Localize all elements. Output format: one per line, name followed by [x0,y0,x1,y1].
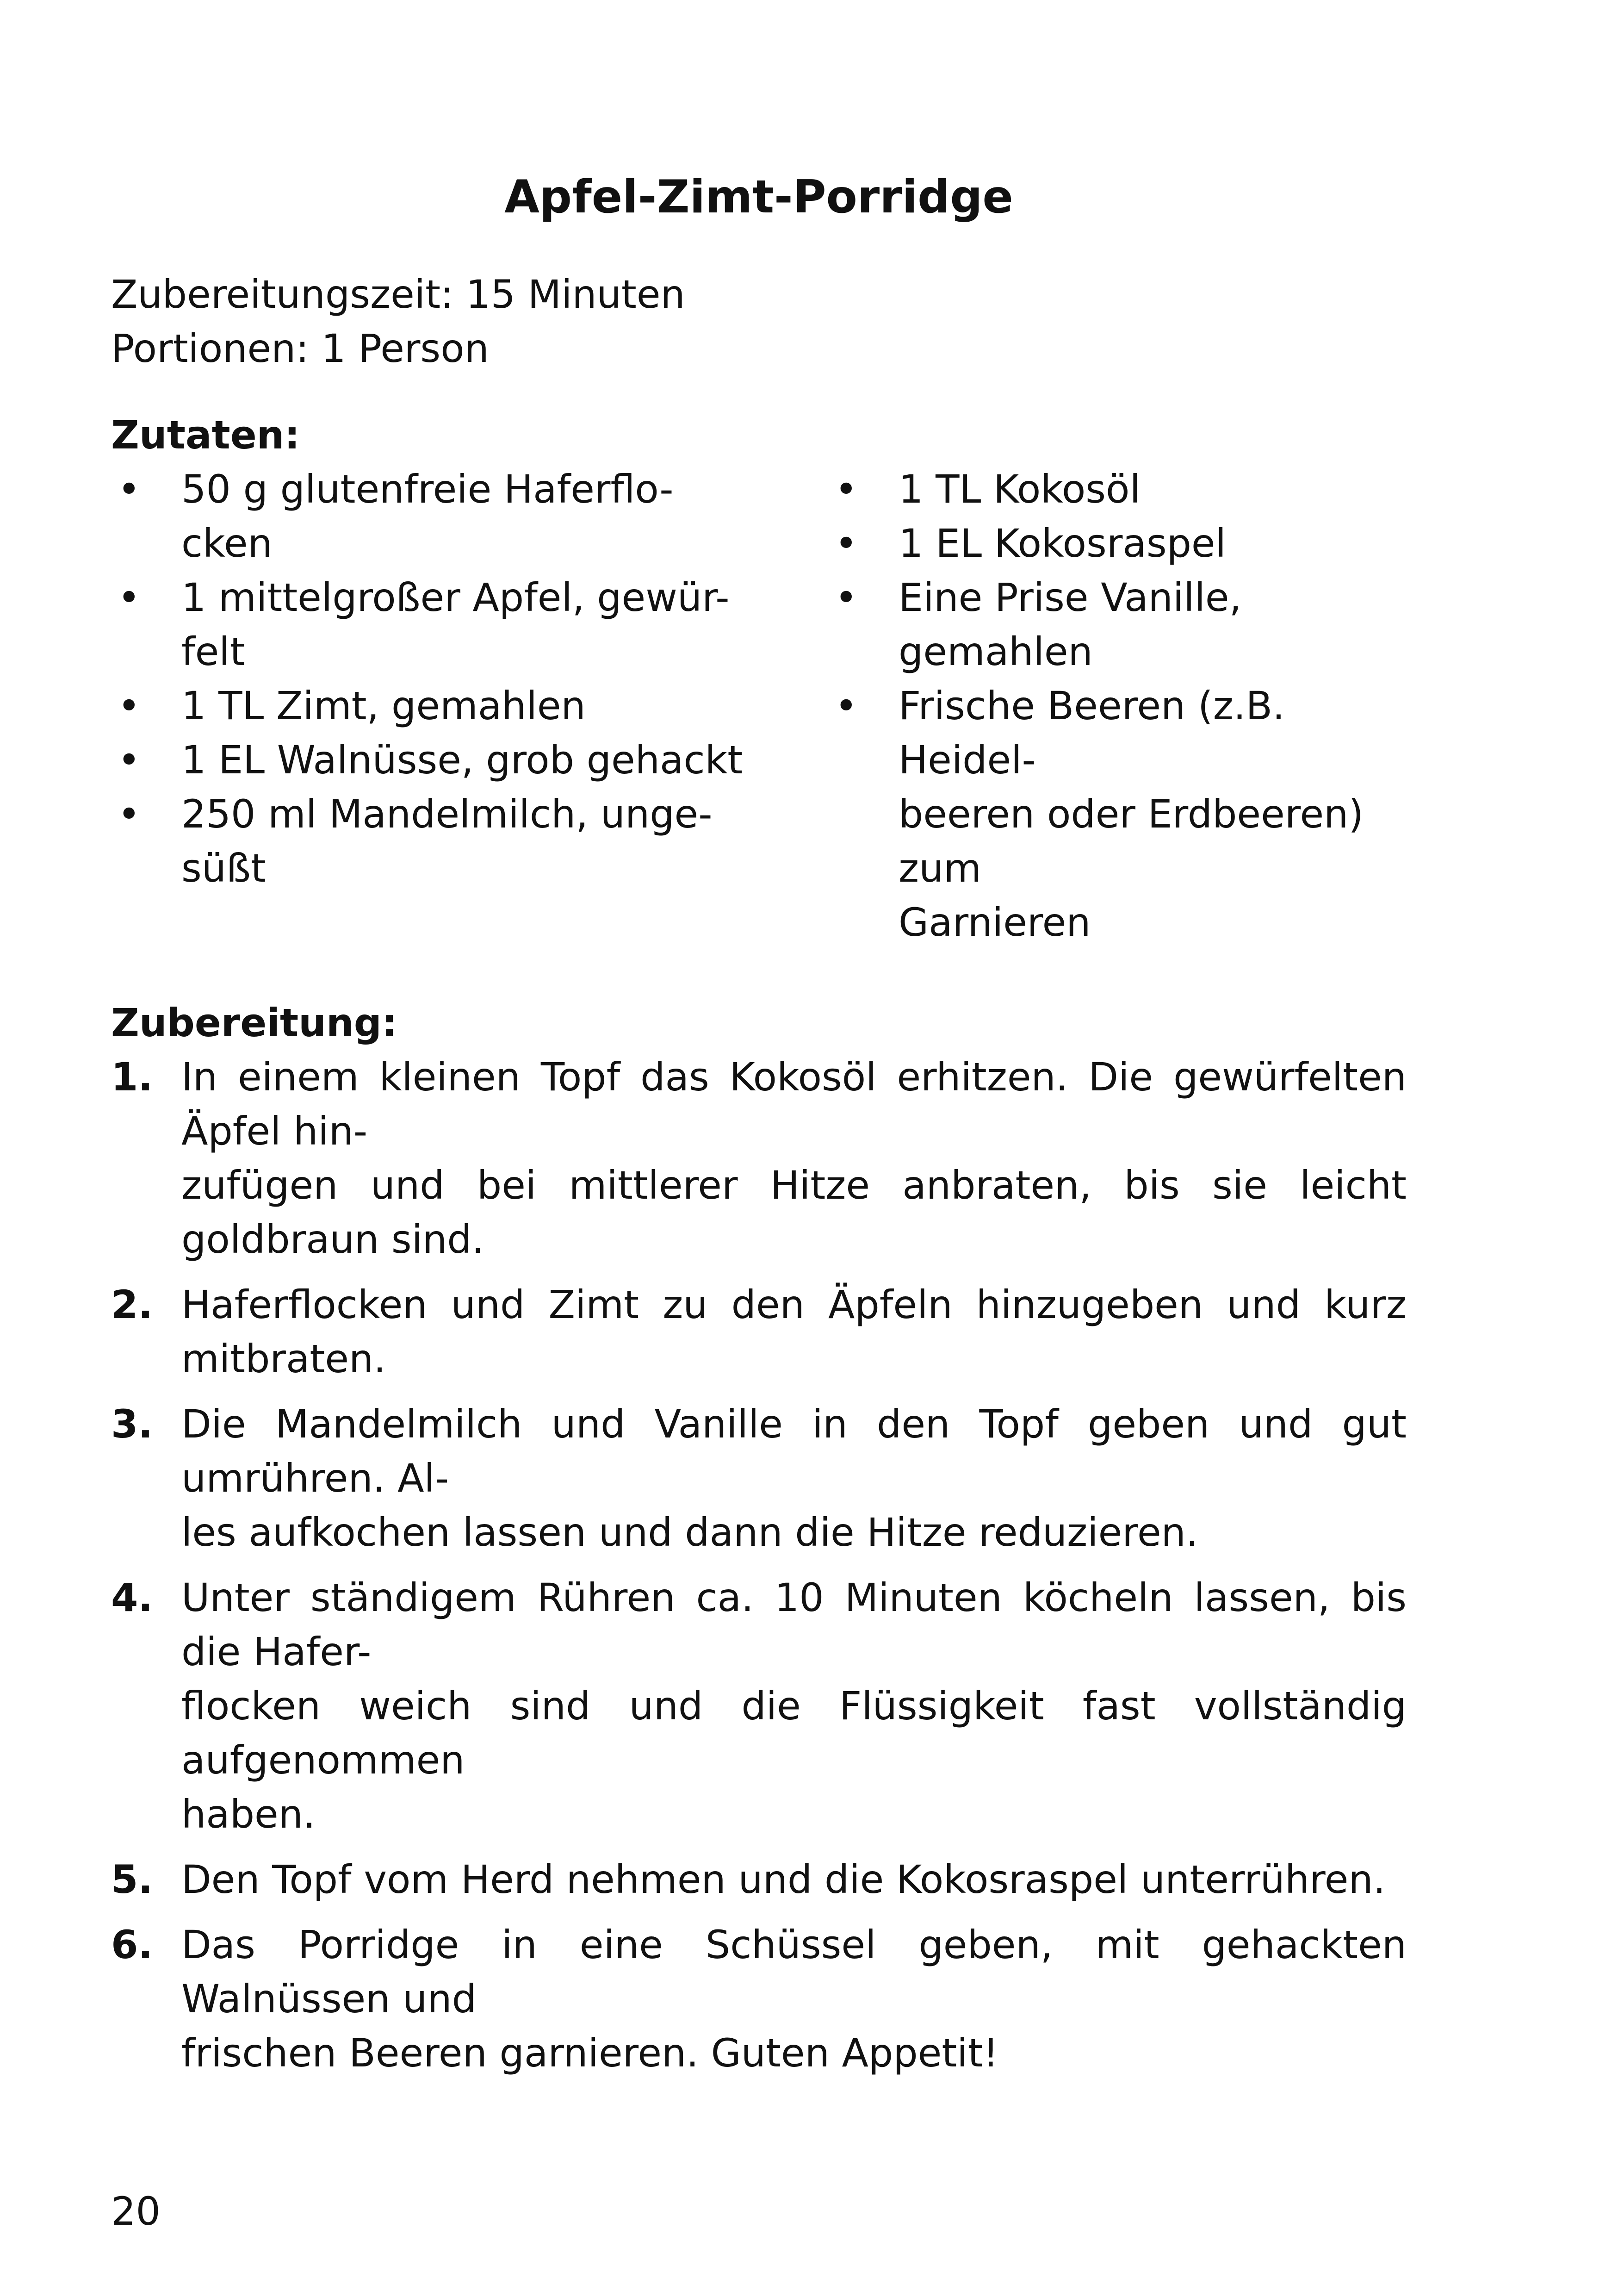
bullet-icon: • [835,466,858,512]
ingredient-line: 1 EL Walnüsse, grob gehackt [181,737,743,783]
ingredient-line: 250 ml Mandelmilch, unge- [181,791,713,837]
page-number: 20 [111,2189,161,2234]
ingredient-line: süßt [181,845,266,891]
recipe-title: Apfel-Zimt-Porridge [504,171,1013,224]
ingredient-line: 1 mittelgroßer Apfel, gewür- [181,574,730,620]
step-line: Unter ständigem Rühren ca. 10 Minuten köcheln lassen, bis die Hafer- [181,1574,1407,1674]
ingredients-column-right [828,462,1407,950]
bullet-icon: • [118,466,141,512]
ingredient-item [111,679,828,733]
bullet-icon: • [835,574,858,620]
step-line: Das Porridge in eine Schüssel geben, mit gehackten Walnüssen und [181,1922,1407,2022]
ingredient-item [828,462,1407,516]
ingredients-list [111,462,1407,950]
ingredient-item [828,571,1407,679]
bullet-icon: • [118,574,141,620]
ingredient-item [111,733,828,787]
prep-time: Zubereitungszeit: 15 Minuten [111,271,685,317]
ingredient-line: Garnieren [899,899,1091,945]
ingredient-item [111,462,828,571]
step-line: les aufkochen lassen und dann die Hitze reduzieren. [181,1509,1198,1555]
step-line: flocken weich sind und die Flüssigkeit fast vollständig aufgenommen [181,1683,1407,1783]
ingredients-heading: Zutaten: [111,412,300,458]
step-number: 4. [111,1574,153,1620]
preparation-step [111,1397,1407,1560]
bullet-icon: • [118,737,141,783]
bullet-icon: • [118,791,141,837]
ingredient-line: Eine Prise Vanille, gemahlen [899,574,1242,674]
ingredients-column-left [111,462,828,950]
preparation-step [111,1853,1407,1907]
ingredient-line: beeren oder Erdbeeren) zum [899,791,1364,891]
ingredient-line: Frische Beeren (z.B. Heidel- [899,683,1285,783]
step-number: 3. [111,1401,153,1447]
step-line: frischen Beeren garnieren. Guten Appetit! [181,2030,999,2076]
preparation-step [111,1918,1407,2080]
step-line: Haferflocken und Zimt zu den Äpfeln hinzugeben und kurz mitbraten. [181,1282,1407,1381]
ingredient-item [111,787,828,896]
step-line: haben. [181,1791,316,1837]
step-line: Die Mandelmilch und Vanille in den Topf geben und gut umrühren. Al- [181,1401,1407,1501]
servings: Portionen: 1 Person [111,325,489,371]
ingredient-line: 50 g glutenfreie Haferflo- [181,466,674,512]
step-number: 1. [111,1054,153,1100]
recipe-page [111,171,1407,2091]
step-number: 2. [111,1282,153,1327]
ingredient-item [828,516,1407,571]
preparation-steps [111,1050,1407,2080]
ingredient-line: cken [181,520,273,566]
step-number: 6. [111,1922,153,1967]
ingredient-line: 1 TL Zimt, gemahlen [181,683,586,728]
step-line: Den Topf vom Herd nehmen und die Kokosraspel unterrühren. [181,1856,1386,1902]
step-line: In einem kleinen Topf das Kokosöl erhitzen. Die gewürfelten Äpfel hin- [181,1054,1407,1154]
preparation-step [111,1050,1407,1267]
preparation-step [111,1278,1407,1386]
ingredient-line: felt [181,628,245,674]
step-number: 5. [111,1856,153,1902]
ingredient-item [111,571,828,679]
ingredient-item [828,679,1407,950]
bullet-icon: • [835,683,858,728]
preparation-heading: Zubereitung: [111,1000,397,1045]
preparation-step [111,1571,1407,1842]
bullet-icon: • [118,683,141,728]
ingredient-line: 1 EL Kokosraspel [899,520,1226,566]
step-line: zufügen und bei mittlerer Hitze anbraten, bis sie leicht goldbraun sind. [181,1162,1407,1262]
bullet-icon: • [835,520,858,566]
ingredient-line: 1 TL Kokosöl [899,466,1141,512]
